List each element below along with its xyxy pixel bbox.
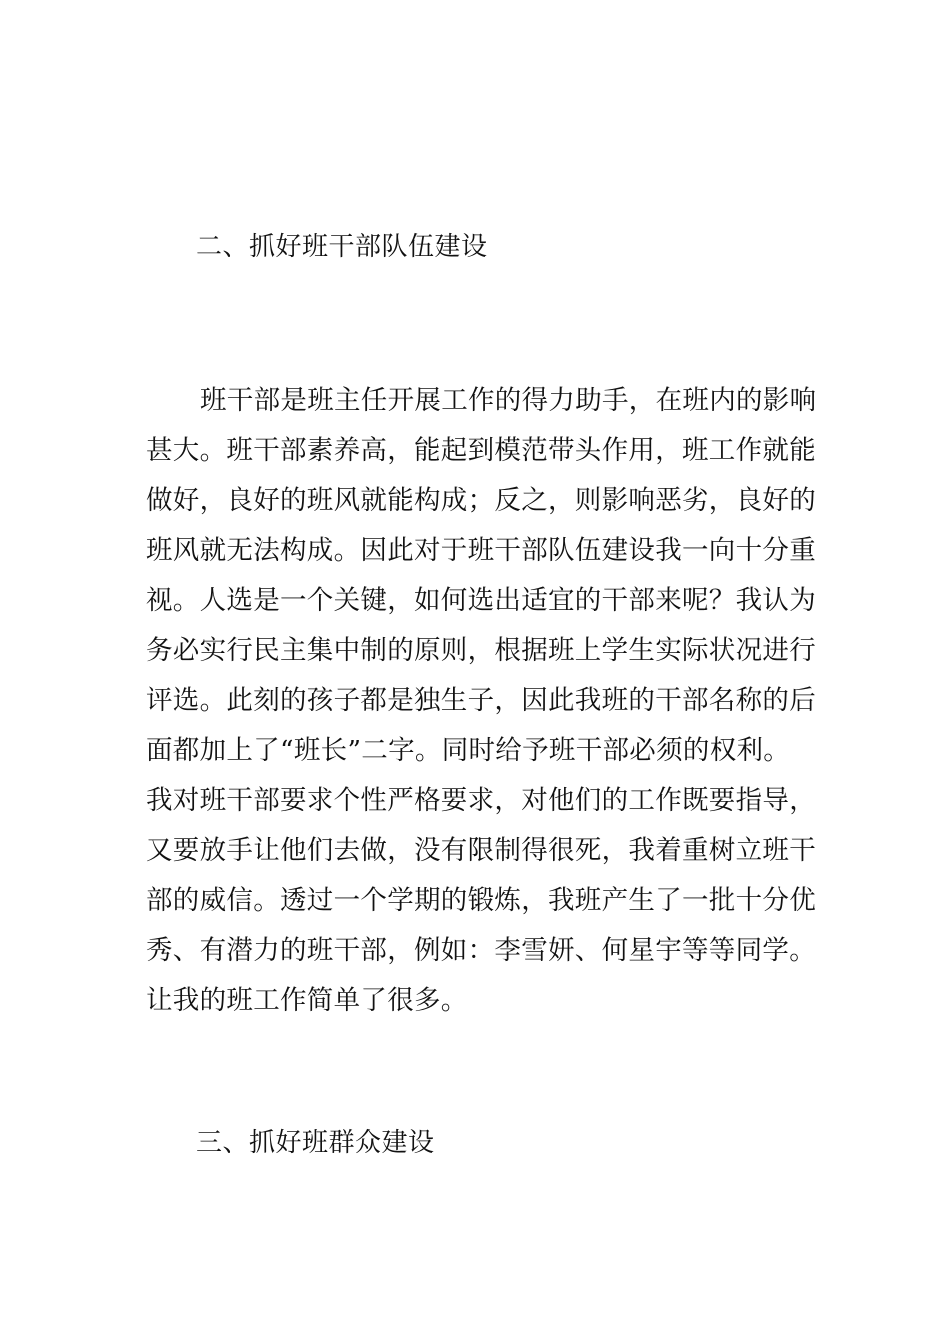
paragraph-line: 做好，良好的班风就能构成；反之，则影响恶劣，良好的 (146, 485, 816, 516)
paragraph-line: 务必实行民主集中制的原则，根据班上学生实际状况进行 (146, 635, 816, 666)
paragraph-line: 面都加上了“班长”二字。同时给予班干部必须的权利。 (146, 735, 791, 766)
section-heading-2: 二、抓好班干部队伍建设 (196, 232, 488, 262)
body-paragraph (146, 376, 817, 1026)
paragraph-line: 班风就无法构成。因此对于班干部队伍建设我一向十分重 (146, 535, 816, 566)
paragraph-line: 让我的班工作简单了很多。 (146, 985, 468, 1016)
paragraph-line: 评选。此刻的孩子都是独生子，因此我班的干部名称的后 (146, 685, 816, 716)
section-heading-3: 三、抓好班群众建设 (196, 1128, 435, 1158)
paragraph-line: 秀、有潜力的班干部，例如：李雪妍、何星宇等等同学。 (146, 935, 816, 966)
paragraph-line: 班干部是班主任开展工作的得力助手，在班内的影响 (200, 385, 817, 416)
paragraph-line: 部的威信。透过一个学期的锻炼，我班产生了一批十分优 (146, 885, 816, 916)
paragraph-line: 甚大。班干部素养高，能起到模范带头作用，班工作就能 (146, 435, 816, 466)
paragraph-line: 视。人选是一个关键，如何选出适宜的干部来呢？我认为 (146, 585, 816, 616)
paragraph-line: 我对班干部要求个性严格要求，对他们的工作既要指导， (146, 785, 816, 816)
paragraph-line: 又要放手让他们去做，没有限制得很死，我着重树立班干 (146, 835, 816, 866)
